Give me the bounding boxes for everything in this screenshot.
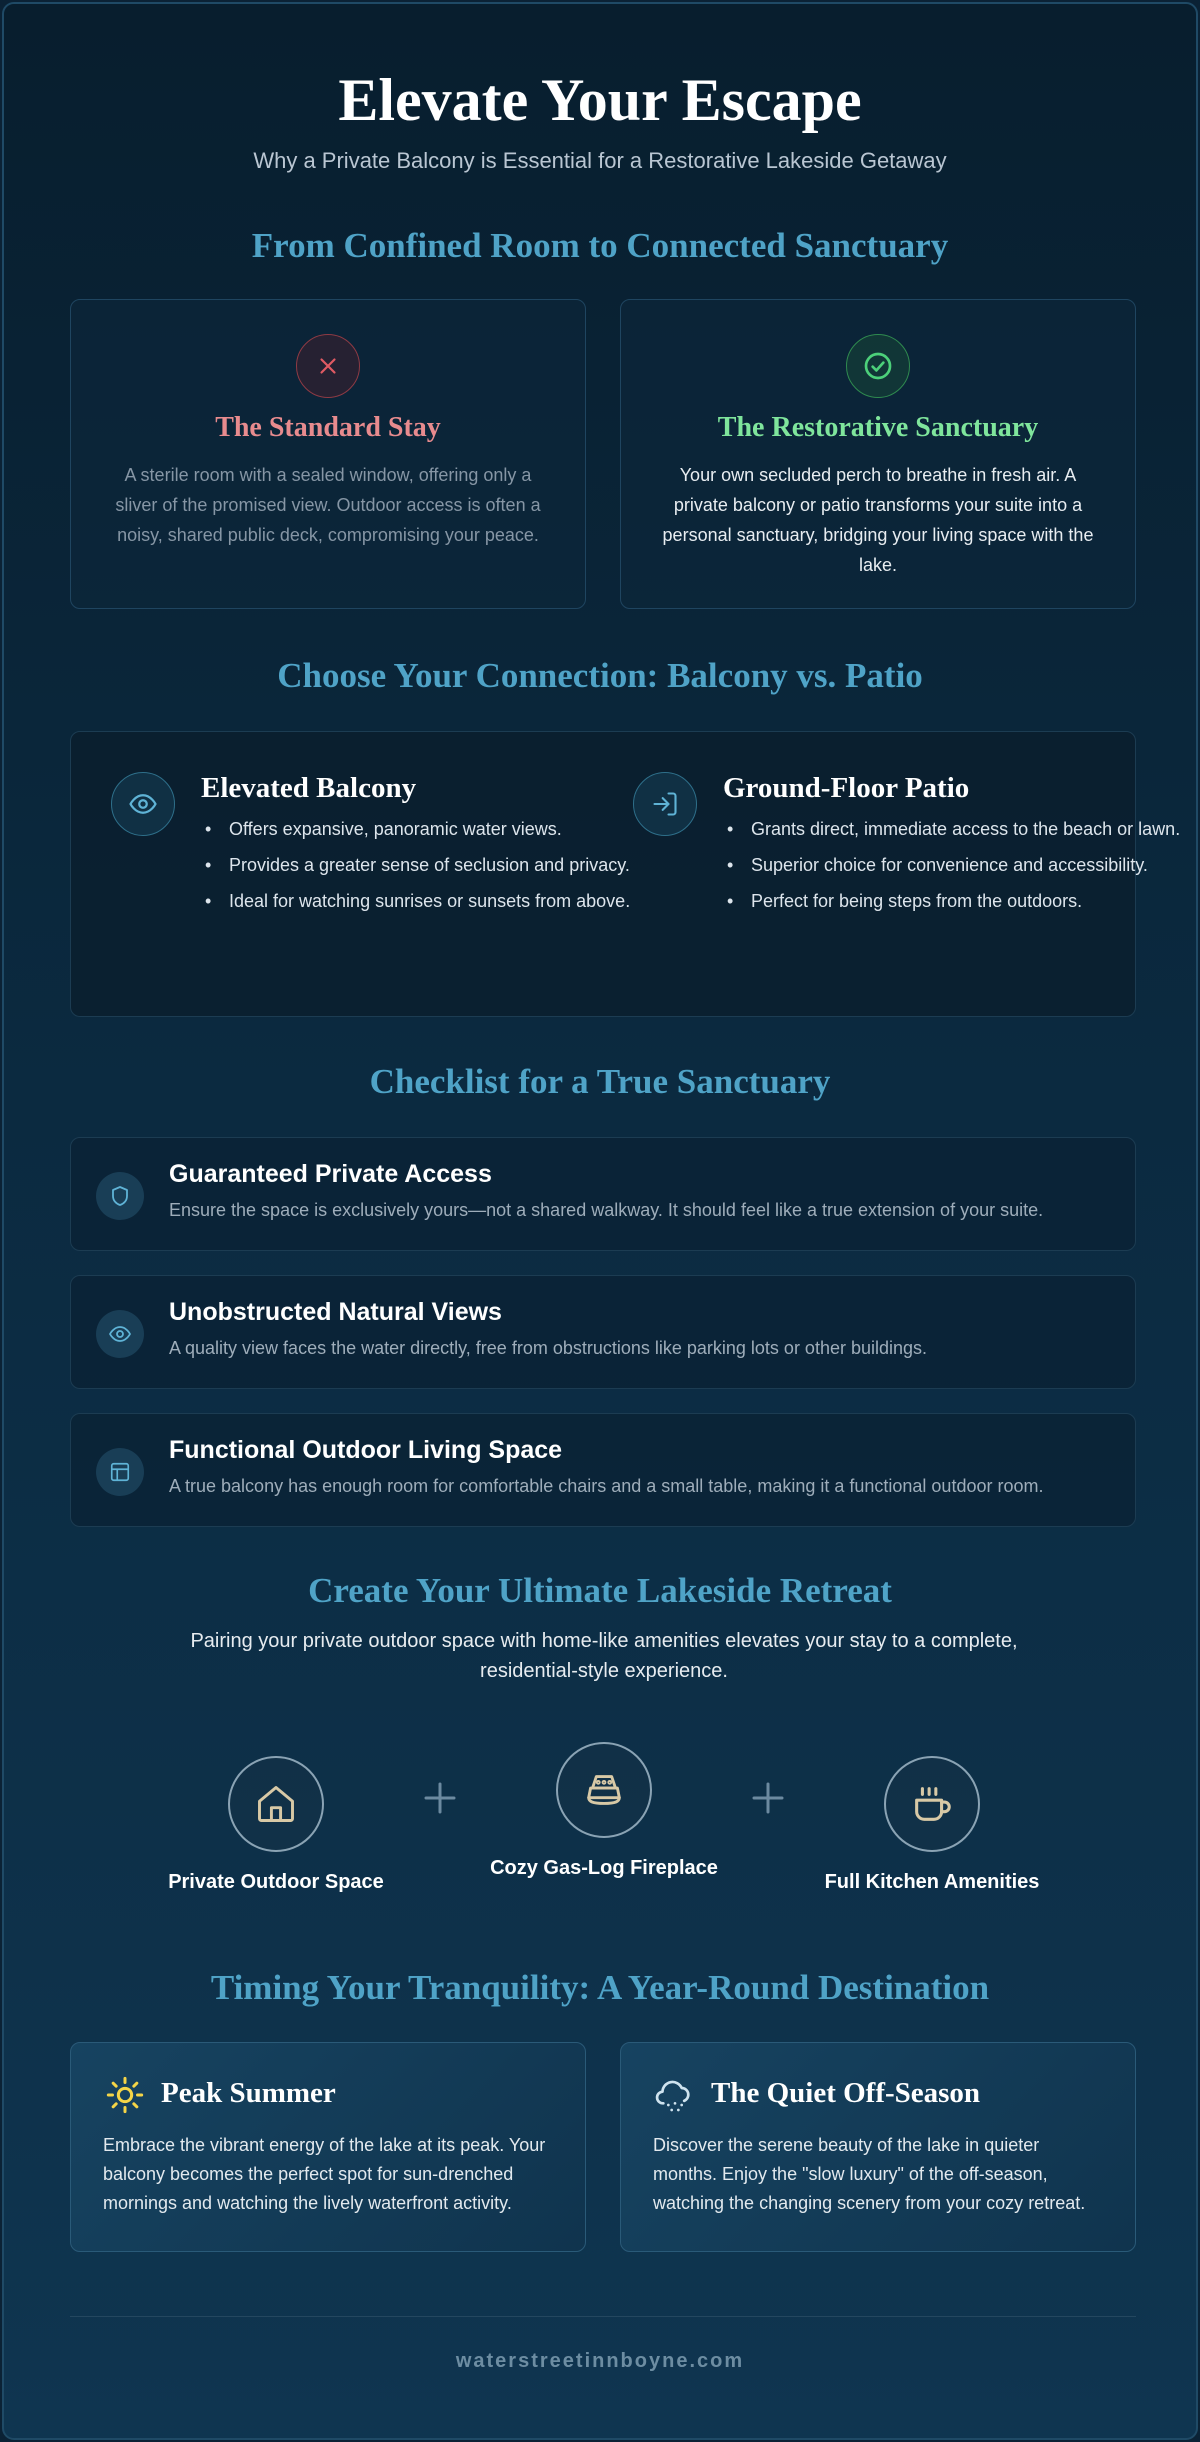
- restorative-sanctuary-card: [620, 299, 1136, 609]
- amenity-label: Cozy Gas-Log Fireplace: [490, 1857, 718, 1879]
- patio-list: [723, 815, 1183, 915]
- amenity-fireplace: [484, 1742, 724, 1882]
- eye-icon: [96, 1310, 144, 1358]
- x-icon: [296, 334, 360, 398]
- balcony-list: [201, 815, 661, 915]
- page-title: Elevate Your Escape: [338, 67, 862, 133]
- section-title-retreat: Create Your Ultimate Lakeside Retreat: [308, 1571, 892, 1610]
- standard-stay-title: The Standard Stay: [215, 412, 441, 443]
- plus-icon: [748, 1778, 788, 1818]
- balcony-column: [201, 772, 661, 923]
- checklist-item-living-space: [70, 1413, 1136, 1527]
- restorative-sanctuary-title: The Restorative Sanctuary: [717, 412, 1039, 443]
- sun-icon: [105, 2075, 145, 2115]
- infographic-frame: [2, 2, 1198, 2440]
- list-item: • Provides a greater sense of seclusion and privacy.: [201, 851, 661, 879]
- standard-stay-description: A sterile room with a sealed window, offering only a sliver of the promised view. Outdoor access is often a noisy, shared public deck, compromising your peace.: [115, 465, 541, 545]
- shield-icon: [96, 1172, 144, 1220]
- list-item: • Grants direct, immediate access to the beach or lawn.: [723, 815, 1183, 843]
- list-item: • Offers expansive, panoramic water views.: [201, 815, 661, 843]
- checklist-item-title: Unobstructed Natural Views: [169, 1298, 502, 1326]
- footer-site-link[interactable]: waterstreetinnboyne.com: [455, 2350, 745, 2372]
- layout-icon: [96, 1448, 144, 1496]
- checklist-item-private-access: [70, 1137, 1136, 1251]
- amenity-kitchen: [812, 1756, 1052, 1896]
- eye-icon: [111, 772, 175, 836]
- list-item: • Ideal for watching sunrises or sunsets from above.: [201, 887, 661, 915]
- page-subtitle: Why a Private Balcony is Essential for a Restorative Lakeside Getaway: [253, 148, 947, 173]
- checklist-item-title: Guaranteed Private Access: [169, 1160, 492, 1188]
- check-circle-icon: [846, 334, 910, 398]
- amenity-private-outdoor-space: [156, 1756, 396, 1896]
- enter-icon: [633, 772, 697, 836]
- offseason-title: The Quiet Off-Season: [711, 2077, 981, 2109]
- checklist-item-views: [70, 1275, 1136, 1389]
- offseason-card: [620, 2042, 1136, 2252]
- section-title-comparison: From Confined Room to Connected Sanctuary: [251, 226, 949, 265]
- plus-icon: [420, 1778, 460, 1818]
- checklist-item-description: A true balcony has enough room for comfortable chairs and a small table, making it a functional outdoor room.: [169, 1476, 1044, 1496]
- offseason-description: Discover the serene beauty of the lake in quieter months. Enjoy the "slow luxury" of the off-season, watching the changing scenery from your cozy retreat.: [653, 2135, 1086, 2213]
- amenity-label: Full Kitchen Amenities: [824, 1871, 1040, 1893]
- balcony-title: Elevated Balcony: [201, 772, 417, 804]
- patio-title: Ground-Floor Patio: [723, 772, 970, 804]
- section-title-seasons: Timing Your Tranquility: A Year-Round Destination: [210, 1968, 990, 2007]
- patio-column: [723, 772, 1183, 923]
- fireplace-icon: [556, 1742, 652, 1838]
- cloud-snow-icon: [655, 2075, 695, 2115]
- checklist-item-description: A quality view faces the water directly, free from obstructions like parking lots or other buildings.: [169, 1338, 928, 1358]
- standard-stay-card: [70, 299, 586, 609]
- retreat-description: Pairing your private outdoor space with home-like amenities elevates your stay to a complete, residential-style experience.: [190, 1630, 1018, 1682]
- summer-card: [70, 2042, 586, 2252]
- summer-description: Embrace the vibrant energy of the lake at its peak. Your balcony becomes the perfect spot for sun-drenched mornings and watching the lively waterfront activity.: [103, 2135, 546, 2213]
- list-item: • Superior choice for convenience and accessibility.: [723, 851, 1183, 879]
- home-icon: [228, 1756, 324, 1852]
- list-item: • Perfect for being steps from the outdoors.: [723, 887, 1183, 915]
- section-title-connection: Choose Your Connection: Balcony vs. Patio: [277, 656, 923, 695]
- connection-card: [70, 731, 1181, 1017]
- section-title-checklist: Checklist for a True Sanctuary: [369, 1062, 831, 1101]
- restorative-sanctuary-description: Your own secluded perch to breathe in fresh air. A private balcony or patio transforms your suite into a personal sanctuary, bridging your living space with the lake.: [662, 465, 1094, 575]
- coffee-icon: [884, 1756, 980, 1852]
- checklist-item-description: Ensure the space is exclusively yours—not a shared walkway. It should feel like a true extension of your suite.: [169, 1200, 1044, 1220]
- checklist-item-title: Functional Outdoor Living Space: [169, 1436, 563, 1464]
- summer-title: Peak Summer: [161, 2077, 336, 2109]
- amenity-label: Private Outdoor Space: [168, 1871, 384, 1893]
- footer-divider: [70, 2316, 1136, 2317]
